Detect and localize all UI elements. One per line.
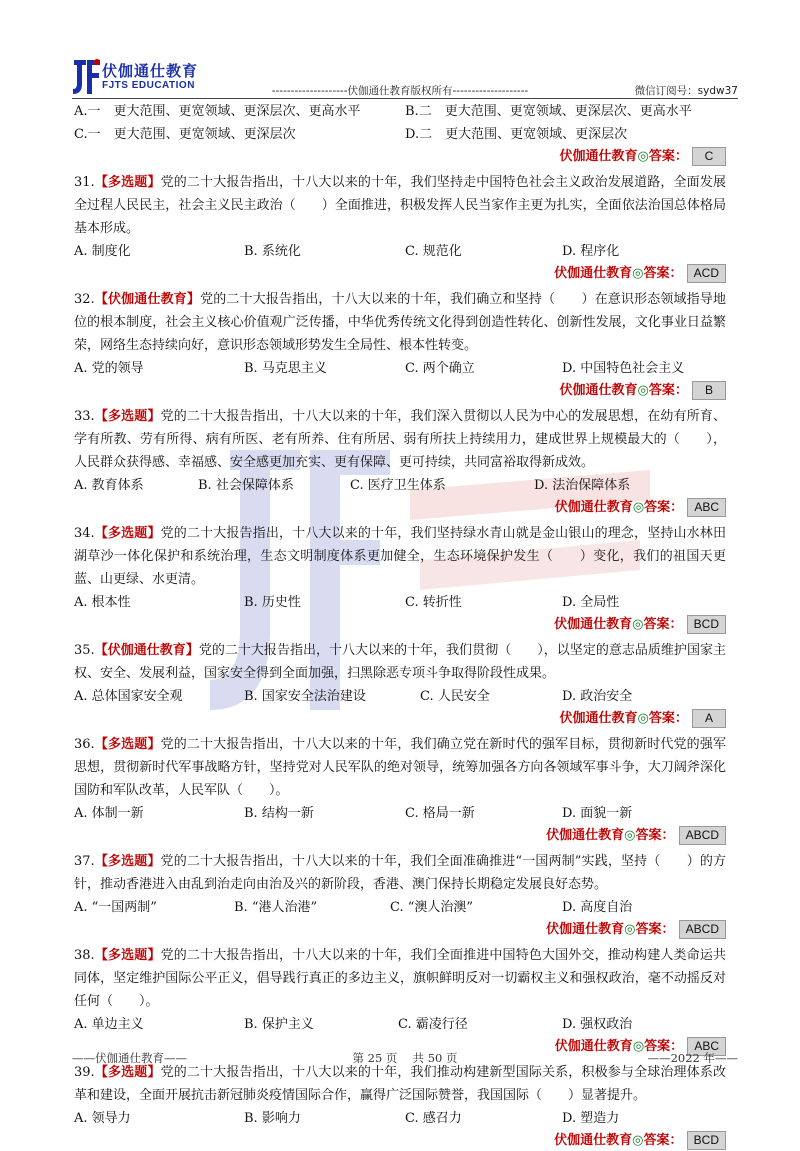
footer-brand: ——伏伽通仕教育——: [72, 1051, 187, 1065]
option-b: B. 结构一新: [244, 806, 314, 821]
option-a: A. 制度化: [74, 244, 131, 259]
answer-box: A: [692, 709, 726, 728]
option-b: B. 马克思主义: [244, 361, 327, 376]
question-options: [74, 474, 726, 497]
option-a: A. 教育体系: [74, 478, 144, 493]
wechat-id: 微信订阅号：sydw37: [634, 85, 738, 97]
answer-box: ABC: [687, 498, 726, 517]
question-31: [74, 171, 726, 284]
option-a: A. 体制一新: [74, 806, 144, 821]
answer-box: ABCD: [679, 920, 726, 939]
question-options: [74, 896, 726, 919]
option-d: D. 强权政治: [562, 1017, 633, 1032]
answer-box: ABC: [687, 1037, 726, 1056]
question-stem: 39.【多选题】党的二十大报告指出，十八大以来的十年，我们推动构建新型国际关系，积极参与全球治理体系改革和建设，全面开展抗击新冠肺炎疫情国际合作，赢得广泛国际赞誉，我国国际（ ）显著提升。: [74, 1065, 726, 1103]
prev-options-row-2: [74, 123, 726, 146]
logo-english-name: FJTS EDUCATION: [102, 80, 195, 91]
question-stem: 34.【多选题】党的二十大报告指出，十八大以来的十年，我们坚持绿水青山就是金山银山的理念，坚持山水林田湖草沙一体化保护和系统治理，生态文明制度体系更加健全，生态环境保护发生（ ）变化，我们的祖国天更蓝、山更绿、水更清。: [74, 526, 726, 587]
option-b: B. 历史性: [244, 595, 301, 610]
question-options: [74, 802, 726, 825]
question-options: [74, 240, 726, 263]
option-d: D. 法治保障体系: [534, 478, 631, 493]
option-c: C. 感召力: [405, 1111, 462, 1126]
option-b: B. 系统化: [244, 244, 301, 259]
prev-option-d: D.二 更大范围、更宽领域、更深层次: [405, 127, 628, 142]
answer-label: 伏伽通仕教育◎答案：: [554, 500, 684, 515]
question-32: [74, 288, 726, 401]
question-options: [74, 685, 726, 708]
answer-label: 伏伽通仕教育◎答案：: [554, 1039, 684, 1054]
option-a: A. 总体国家安全观: [74, 689, 183, 704]
answer-row: [74, 708, 726, 729]
question-36: [74, 733, 726, 846]
option-b: B. 国家安全法治建设: [244, 689, 366, 704]
answer-label: 伏伽通仕教育◎答案：: [546, 922, 675, 937]
option-b: B. 影响力: [244, 1111, 301, 1126]
option-b: B. 社会保障体系: [198, 478, 294, 493]
option-c: C. “澳人治澳”: [390, 900, 474, 915]
question-33: [74, 405, 726, 518]
question-stem: 32.【伏伽通仕教育】党的二十大报告指出，十八大以来的十年，我们确立和坚持（ ）在意识形态领域指导地位的根本制度，社会主义核心价值观广泛传播，中华优秀传统文化得到创造性转化、创新性发展，文化事业日益繁荣，网络生态持续向好，意识形态领域形势发生全局性、根本性转变。: [74, 292, 726, 353]
option-a: A. 根本性: [74, 595, 131, 610]
answer-row: [74, 497, 726, 518]
question-stem: 35.【伏伽通仕教育】党的二十大报告指出，十八大以来的十年，我们贯彻（ ），以坚定的意志品质维护国家主权、安全、发展利益，国家安全得到全面加强，扫黑除恶专项斗争取得阶段性成果。: [74, 643, 726, 681]
answer-box: BCD: [687, 615, 726, 634]
question-39: [74, 1061, 726, 1151]
prev-option-c: C.一 更大范围、更宽领域、更深层次: [74, 127, 296, 142]
footer-year: ——2022 年——: [647, 1051, 738, 1065]
question-options: [74, 591, 726, 614]
copyright-line: --------------------伏伽通仕教育版权所有--------------------: [271, 85, 529, 97]
answer-box: ABCD: [679, 826, 726, 845]
answer-label: 伏伽通仕教育◎答案：: [554, 266, 683, 281]
option-d: D. 程序化: [562, 244, 620, 259]
prev-option-b: B.二 更大范围、更宽领域、更深层次、更高水平: [405, 104, 692, 119]
answer-box: ACD: [687, 264, 726, 283]
option-d: D. 塑造力: [562, 1111, 620, 1126]
question-list: [74, 100, 726, 1151]
question-options: [74, 1013, 726, 1036]
question-38: [74, 944, 726, 1057]
answer-row: [74, 263, 726, 284]
answer-box: B: [692, 381, 726, 400]
question-options: [74, 357, 726, 380]
answer-row: [74, 614, 726, 635]
answer-label: 伏伽通仕教育◎答案：: [559, 711, 688, 726]
answer-row: [74, 1130, 726, 1151]
answer-label: 伏伽通仕教育◎答案：: [559, 149, 688, 164]
option-c: C. 规范化: [405, 244, 462, 259]
prev-answer-row: [74, 146, 726, 167]
option-c: C. 两个确立: [405, 361, 475, 376]
option-c: C. 格局一新: [405, 806, 475, 821]
option-b: B. “港人治港”: [234, 900, 318, 915]
question-stem: 38.【多选题】党的二十大报告指出，十八大以来的十年，我们全面推进中国特色大国外交，推动构建人类命运共同体，坚定维护国际公平正义，倡导践行真正的多边主义，旗帜鲜明反对一切霸权主义和强权政治，毫不动摇反对任何（ ）。: [74, 948, 726, 1009]
option-d: D. 面貌一新: [562, 806, 633, 821]
question-stem: 36.【多选题】党的二十大报告指出，十八大以来的十年，我们确立党在新时代的强军目标，贯彻新时代党的强军思想，贯彻新时代军事战略方针，坚持党对人民军队的绝对领导，统筹加强各方向各领域军事斗争，大刀阔斧深化国防和军队改革，人民军队（ ）。: [74, 737, 726, 798]
option-c: C. 人民安全: [420, 689, 490, 704]
question-options: [74, 1107, 726, 1130]
logo-chinese-name: 伏伽通仕教育: [102, 62, 199, 80]
option-c: C. 转折性: [405, 595, 462, 610]
option-a: A. 单边主义: [74, 1017, 144, 1032]
option-d: D. 高度自治: [562, 900, 633, 915]
question-35: [74, 639, 726, 729]
question-stem: 37.【多选题】党的二十大报告指出，十八大以来的十年，我们全面准确推进“一国两制”实践，坚持（ ）的方针，推动香港进入由乱到治走向由治及兴的新阶段，香港、澳门保持长期稳定发展良好态势。: [74, 854, 726, 892]
answer-box: C: [692, 147, 726, 166]
answer-row: [74, 380, 726, 401]
option-b: B. 保护主义: [244, 1017, 314, 1032]
option-d: D. 政治安全: [562, 689, 633, 704]
answer-label: 伏伽通仕教育◎答案：: [546, 828, 675, 843]
answer-label: 伏伽通仕教育◎答案：: [554, 1133, 683, 1148]
page-header: [0, 0, 800, 100]
option-d: D. 全局性: [562, 595, 620, 610]
question-stem: 31.【多选题】党的二十大报告指出，十八大以来的十年，我们坚持走中国特色社会主义政治发展道路，全面发展全过程人民民主，社会主义民主政治（ ）全面推进，积极发挥人民当家作主更为扎实，全面依法治国总体格局基本形成。: [74, 175, 726, 236]
answer-label: 伏伽通仕教育◎答案：: [554, 617, 683, 632]
option-a: A. 党的领导: [74, 361, 144, 376]
option-c: C. 霸凌行径: [398, 1017, 468, 1032]
question-stem: 33.【多选题】党的二十大报告指出，十八大以来的十年，我们深入贯彻以人民为中心的发展思想，在幼有所育、学有所教、劳有所得、病有所医、老有所养、住有所居、弱有所扶上持续用力，建成世界上规模最大的（ ），人民群众获得感、幸福感、安全感更加充实、更有保障、更可持续，共同富裕取得新成效。: [74, 409, 726, 470]
page-footer: [72, 1050, 738, 1072]
question-37: [74, 850, 726, 940]
option-a: A. “一国两制”: [74, 900, 157, 915]
page-number: 第 25 页 共 50 页: [352, 1051, 458, 1065]
answer-label: 伏伽通仕教育◎答案：: [559, 383, 688, 398]
question-34: [74, 522, 726, 635]
prev-options-row-1: [74, 100, 726, 123]
option-d: D. 中国特色社会主义: [562, 361, 685, 376]
option-a: A. 领导力: [74, 1111, 131, 1126]
prev-option-a: A.一 更大范围、更宽领域、更深层次、更高水平: [74, 104, 361, 119]
header-divider: [72, 98, 738, 99]
answer-row: [74, 825, 726, 846]
option-c: C. 医疗卫生体系: [350, 478, 446, 493]
answer-box: BCD: [687, 1131, 726, 1150]
answer-row: [74, 919, 726, 940]
